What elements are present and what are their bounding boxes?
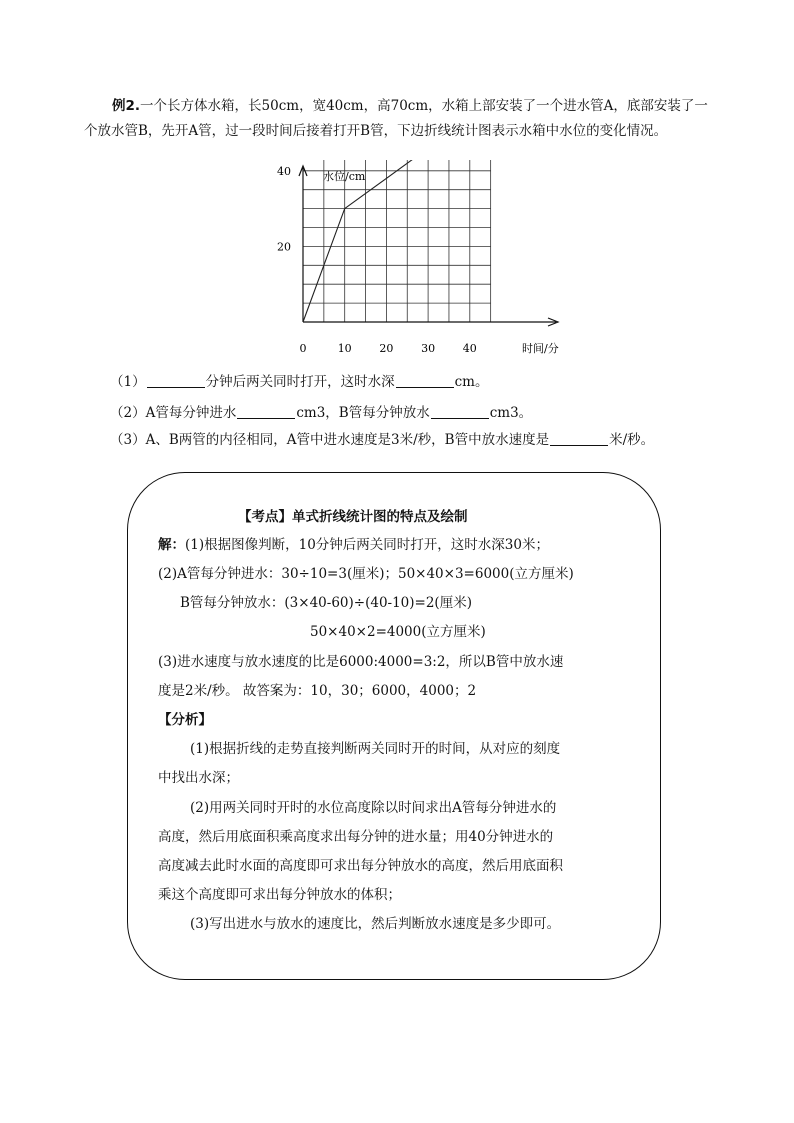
analysis-line-7: (3)写出进水与放水的速度比，然后判断放水速度是多少即可。 (190, 916, 561, 932)
chart-grid (303, 160, 491, 322)
solution-line-2: (2)A管每分钟进水：30÷10=3(厘米)；50×40×3=6000(立方厘米) (158, 566, 574, 582)
x-tick-label: 10 (337, 342, 352, 355)
solution-line-4: 50×40×2=4000(立方厘米) (310, 624, 486, 640)
question-2 (110, 403, 532, 423)
solution-line-1 (158, 535, 549, 555)
answer-blank-3[interactable] (550, 431, 608, 446)
example-label: 例2. (112, 98, 141, 114)
x-axis-label: 时间/分 (522, 342, 559, 355)
y-axis-label: 水位/cm (323, 170, 366, 183)
problem-paragraph (84, 94, 714, 144)
question-1-text-b: 分钟后两关同时打开，这时水深 (205, 374, 395, 390)
question-3 (110, 430, 654, 450)
answer-blank-2a[interactable] (237, 404, 295, 419)
question-2-text-a: （2）A管每分钟进水 (110, 405, 237, 421)
analysis-line-3: (2)用两关同时开时的水位高度除以时间求出A管每分钟进水的 (190, 800, 557, 816)
x-tick-label: 30 (421, 342, 436, 355)
analysis-line-5: 高度减去此时水面的高度即可求出每分钟放水的高度，然后用底面积 (158, 858, 563, 874)
question-2-text-b: cm3，B管每分钟放水 (296, 405, 430, 421)
solution-heading: 【考点】单式折线统计图的特点及绘制 (238, 509, 468, 525)
chart-labels (277, 160, 559, 355)
solution-line-3: B管每分钟放水：(3×40-60)÷(40-10)=2(厘米) (180, 595, 472, 611)
x-tick-label: 40 (462, 342, 477, 355)
question-1-text-c: cm。 (454, 374, 489, 390)
x-tick-label: 20 (379, 342, 394, 355)
solution-line-6: 度是2米/秒。 故答案为：10，30；6000，4000；2 (158, 683, 477, 699)
solution-line-1-text: (1)根据图像判断，10分钟后两关同时打开，这时水深30米； (185, 537, 549, 553)
answer-blank-1a[interactable] (147, 373, 205, 388)
question-3-text-b: 米/秒。 (609, 432, 655, 448)
question-3-text-a: （3）A、B两管的内径相同，A管中进水速度是3米/秒，B管中放水速度是 (110, 432, 550, 448)
y-tick-label: 20 (277, 240, 291, 254)
question-1 (110, 372, 488, 392)
question-1-text-a: （1） (110, 374, 146, 390)
question-2-text-c: cm3。 (489, 405, 533, 421)
solution-jie-label: 解： (158, 537, 185, 553)
answer-blank-1b[interactable] (396, 373, 454, 388)
water-level-line-chart (270, 160, 570, 360)
analysis-heading: 【分析】 (158, 712, 212, 728)
answer-blank-2b[interactable] (431, 404, 489, 419)
analysis-line-6: 乘这个高度即可求出每分钟放水的体积； (158, 887, 401, 903)
x-tick-label: 0 (299, 342, 307, 355)
analysis-line-4: 高度，然后用底面积乘高度求出每分钟的进水量；用40分钟进水的 (158, 829, 554, 845)
analysis-line-2: 中找出水深； (158, 770, 239, 786)
problem-text: 一个长方体水箱，长50cm，宽40cm，高70cm，水箱上部安装了一个进水管A，底部安装了一个放水管B，先开A管，过一段时间后接着打开B管，下边折线统计图表示水箱中水位的变化情况。 (84, 98, 708, 139)
y-tick-label: 40 (277, 164, 291, 178)
analysis-line-1: (1)根据折线的走势直接判断两关同时开的时间，从对应的刻度 (190, 741, 561, 757)
solution-line-5: (3)进水速度与放水速度的比是6000:4000=3:2，所以B管中放水速 (158, 654, 564, 670)
